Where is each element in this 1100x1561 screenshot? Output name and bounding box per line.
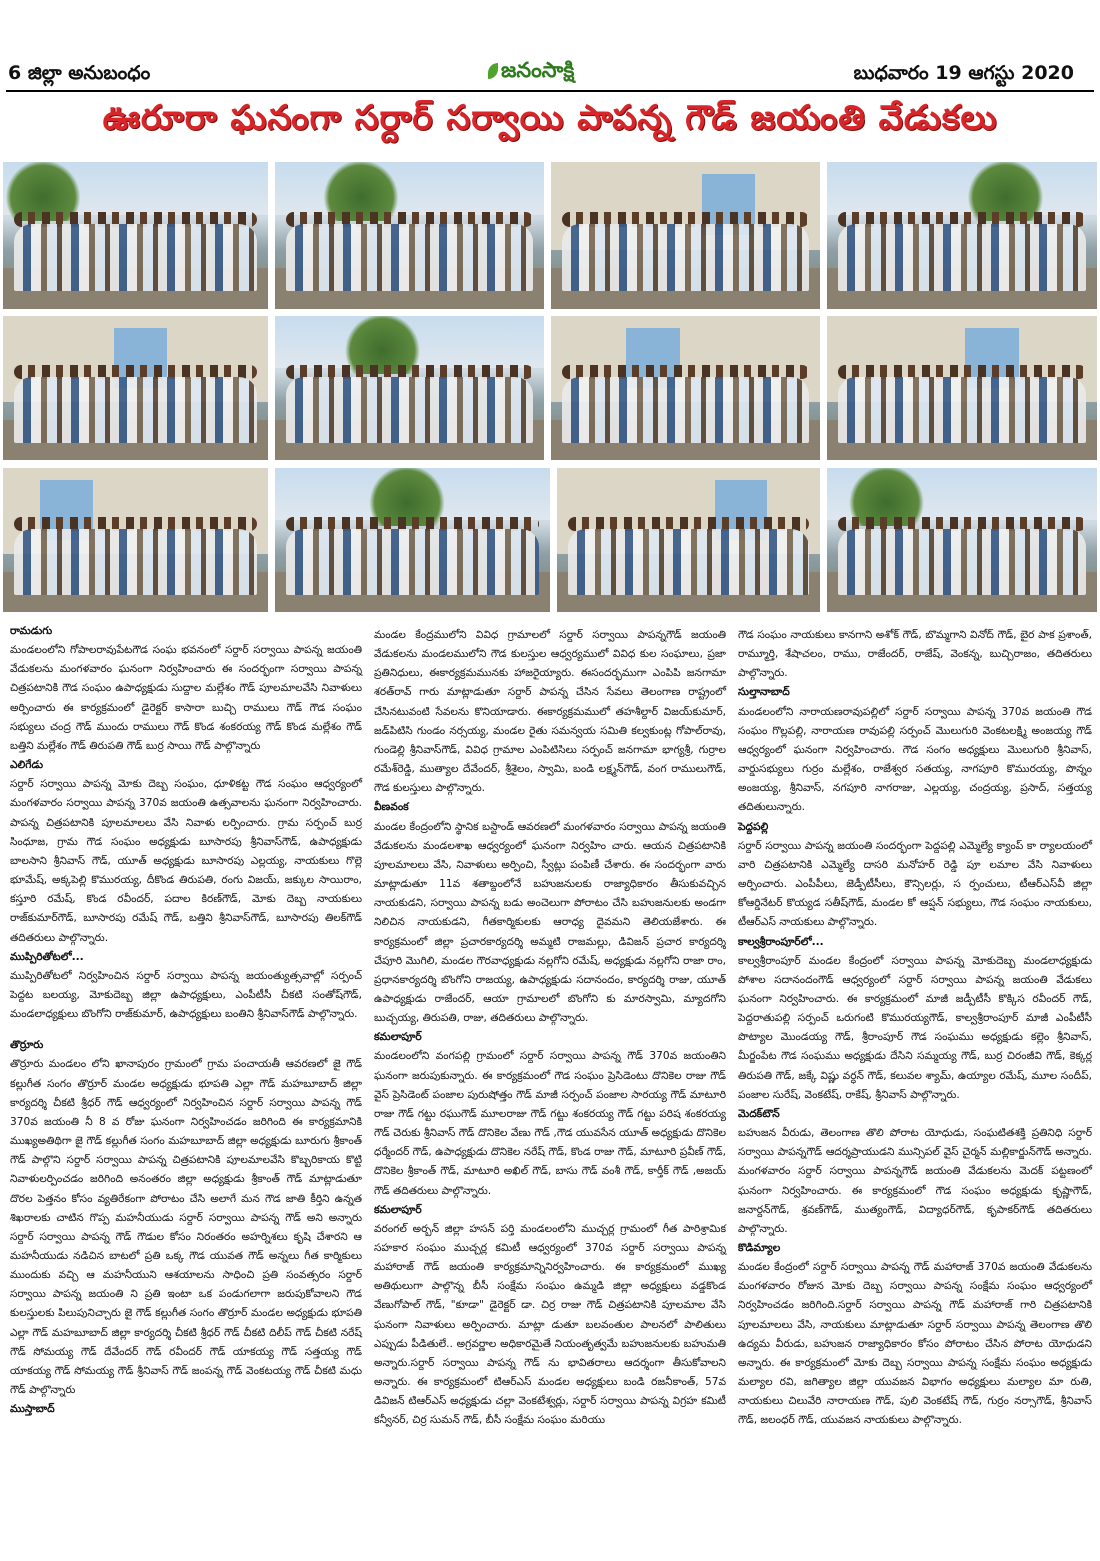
article-paragraph: మండలంలోని వంగపల్లి గ్రామంలో సర్దార్ సర్వాయి పాపన్న గౌడ్ 370వ జయంతిని ఘనంగా జరుపుకున్నారు. ఈ కార్యక్రమంలో గౌడ సంఘం ప్రెసిడెంటు దొనికెల రాజు గౌడ్ వైస్ ప్రెసిడెంట్ పంజాల పురుషోత్తం గౌడ్ మాజీ సర్పంచ్ పంజాల సారయ్య గౌడ్ మాటూరి రాజు గౌడ్ గట్టు రఘుగౌడ్ మూలరాజు గౌడ్ గట్టు శంకరయ్య గౌడ్ గట్టు పరిష శంకరయ్య గౌడ్ చెరుకు శ్రీనివాస్ గౌడ్ దొనికెల వేణు గౌడ్ ,గౌడ యువసేన యూత్ అధ్యక్షుడు దొనికెల ధర్మేందర్ గౌడ్, ఉపాధ్యక్షుడు దొనికెల నరేష్ గౌడ్, కొండ రాజు గౌడ్, మాటూరి ప్రవీణ్ గౌడ్, దొనికెల శ్రీకాంత్ గౌడ్, మాటూరి అఖిల్ గౌడ్, బాసు గౌడ్ వంశీ గౌడ్, కార్తీక్ గౌడ్ ,అజయ్ గౌడ్ తదితరులు పాల్గొన్నారు.	[374, 1050, 726, 1197]
newspaper-name: జనంసాక్షి	[501, 58, 575, 82]
header-divider	[6, 90, 1094, 92]
article-paragraph: గౌడ సంఘం నాయకులు కానగాని అశోక్ గౌడ్, బొమ్మగాని వినోద్ గౌడ్, బైర పాక ప్రశాంత్, రామ్మూర్తి, శేషాచలం, రాము, రాజేందర్, రాజేష్, వెంకన్న, బుచ్చిరాజం, తదితరులు పాల్గొన్నారు.	[738, 629, 1092, 680]
section-heading: కాల్వశ్రీరాంపూర్‌లో...	[738, 935, 824, 948]
news-photo	[557, 468, 820, 612]
news-photo	[551, 162, 820, 309]
news-photo	[3, 316, 268, 460]
section-heading: కమలాపూర్	[374, 1031, 422, 1044]
section-heading: సుల్తానాబాద్	[738, 686, 790, 699]
article-paragraph: మండల కేంద్రములోని వివిధ గ్రామాలలో సర్దార్ సర్వాయి పాపన్నగౌడ్ జయంతి వేడుకలను మండలములోని గౌడ కులస్తుల ఆధ్వర్యములో వివిధ కుల సంఘాలు, ప్రజా ప్రతినిధులు, ఈకార్యక్రమమునకు హాజరైయ్యారు. ఈసందర్భముగా ఎంపిపి జనగామా శరత్‌రావ్ గారు మాట్లాడుతూ సర్దార్ పాపన్న చేసిన సేవలు తెలంగాణ రాష్ట్రంలో చేసినటువంటి సేవలను కొనియాడారు. ఈకార్యక్రమములో తహశీల్దార్ విజయ్‌కుమార్, జడ్‌పిటిసి గుండం నర్సయ్య, మండల రైతు సమన్వయ సమితి కల్వకుంట్ల గోపాల్‌రావు, గుండెల్లి శ్రీనివాస్‌గౌడ్, వివిధ గ్రామాల ఎంపిటిసిలు సర్పంచ్ జనగామా భాగ్యశ్రీ, గుర్రాల రమేశ్‌రెడ్డి, ముత్యాల దేవేందర్, శ్రీశైలం, స్వామి, బండి లక్ష్మన్‌గౌడ్, వంగ రాములుగౌడ్, గౌడ కులస్తులు పాల్గొన్నారు.	[374, 629, 726, 795]
section-heading: కమలాపూర్	[374, 1203, 422, 1216]
section-heading: ముప్పిరితోటలో...	[10, 950, 84, 963]
section-heading: ఎలిగేడు	[10, 759, 43, 772]
article-paragraph: మండలంలోని నారాయణరావుపల్లిలో సర్దార్ సర్వాయి పాపన్న 370వ జయంతి గౌడ సంఘం గొల్లపల్లి, నారాయణ రావుపల్లి సర్పంచ్ మొలుగురి వెంకటలక్ష్మి అంజయ్య గౌడ్ ఆధ్వర్యంలో ఘనంగా నిర్వహించారు. గౌడ సంగం అధ్యక్షులు మొలుగురి శ్రీనివాస్, వార్డుసభ్యులు గుర్రం మల్లేశం, రాజేశ్వర సతయ్య, నాగపూరి కొమురయ్య, పొన్నం అంజయ్య, శ్రీనివాస్, నగపూరి నాగరాజు, ఎల్లయ్య, చంద్రయ్య, ప్రసాద్, సత్తయ్య తదితులున్నారు.	[738, 705, 1092, 814]
article-paragraph: ముప్పిరితోటలో నిర్వహించిన సర్దార్ సర్వాయి పాపన్న జయంత్యుత్సవాల్లో సర్పంచ్ పెద్దట బలయ్య, మోకుదెబ్బ జిల్లా ఉపాధ్యక్షులు, ఎంపీటీసీ చీకటి సంతోష్‌గౌడ్, మండలాధ్యక్షులు బొంగోని రాజ్‌కుమార్, ఉపాధ్యక్షులు బంతిని శ్రీనివాస్‌గౌడ్ పాల్గొన్నారు.	[10, 969, 362, 1021]
article-paragraph: తొర్రూరు మండలం లోని ఖానాపురం గ్రామంలో గ్రామ పంచాయతీ ఆవరణలో జై గౌడ్ కల్లుగీత సంగం తొర్రూర్ మండల అధ్యక్షుడు భూపతి ఎల్లా గౌడ్ మహబూబాద్ జిల్లా కార్యదర్శి చీకటి శ్రీధర్ గౌడ్ ఆధ్వర్యంలో నిర్వహించిన సర్దార్ సర్వాయి పాపన్న గౌడ్ 370వ జయంతి నీ 8 వ రోజు ఘనంగా నిర్వహించడం జరిగింది ఈ కార్యక్రమానికి ముఖ్యఅతిథిగా జై గౌడ్ కల్లుగీత సంగం మహబూబాద్ జిల్లా అధ్యక్షుడు బూరుగు శ్రీకాంత్ గౌడ్ పాల్గొని సర్దార్ సర్వాయి పాపన్న చిత్రపటానికి పూలమాలవేసి కొబ్బరికాయ కొట్టి నివాళులర్పించడం జరిగింది అనంతరం జిల్లా అధ్యక్షుడు శ్రీకాంత్ గౌడ్ మాట్లాడుతూ దొరల పెత్తనం కోసం వ్యతిరేకంగా పోరాటం చేసి అలాగే మన గౌడ జాతి కీర్తిని ఉన్నత శిఖరాలకు చాటిన గొప్ప మహనీయుడు సర్దార్ సర్వాయి పాపన్న గౌడ్ అని అన్నారు సర్దార్ సర్వాయి పాపన్న గౌడ్ గౌడుల కోసం నిరంతరం అహర్నిశలు కృషి చేశారని ఆ మహనీయుడు నడిచిన బాటలో ప్రతి ఒక్క గౌడ యువత గౌడ్ అన్నలు గీత కార్మికులు ముందుకు వచ్చి ఆ మహనీయుని ఆశయాలను సాధించి ప్రతి సంవత్సరం సర్దార్ సర్వాయి పాపన్న జయంతి ని ప్రతి ఇంటా ఒక పండుగలాగా జరుపుకోవాలని గౌడ కులస్తులకు పిలుపునిచ్చారు జై గౌడ్ కల్లుగీత సంగం తొర్రూర్ మండల అధ్యక్షుడు భూపతి ఎల్లా గౌడ్ మహబూబాద్ జిల్లా కార్యదర్శి చీకటి శ్రీధర్ గౌడ్ చీకటి దిలీప్ గౌడ్ చీకటి నరేష్ గౌడ్ సోమయ్య గౌడ్ దేవేందర్ గౌడ్ రవీందర్ గౌడ్ యాకయ్య గౌడ్ సత్తయ్య గౌడ్ యాకయ్య గౌడ్ సోమయ్య గౌడ్ శ్రీనివాస్ గౌడ్ జంపన్న గౌడ్ వెంకటయ్య గౌడ్ చీకటి మధు గౌడ్ పాల్గొన్నారు	[10, 1058, 362, 1397]
article-paragraph: సర్దార్ సర్వాయి పాపన్న మోకు దెబ్బ సంఘం, ధూళికట్ట గౌడ సంఘం ఆధ్వర్యంలో మంగళవారం సర్వాయి పాపన్న 370వ జయంతి ఉత్సవాలను ఘనంగా నిర్వహించారు. పాపన్న చిత్రపటానికి పూలమాలలు వేసి నివాళు లర్పించారు. గ్రామ సర్పంచ్ బుర్ర సింధూజ, గ్రామ గౌడ సంఘం అధ్యక్షుడు బూసారపు శ్రీనివాస్‌గౌడ్, ఉపాధ్యక్షుడు బాలసాని శ్రీనివాస్ గౌడ్, యూత్ అధ్యక్షుడు బూసారపు ఎల్లయ్య, నాయకులు గొల్లె భూమేష్, అక్కపెల్లి కొమురయ్య, దీకొండ తిరుపతి, రంగు విజయ్, జక్కుల సాయిరాం, కస్తూరి రమేష్, కొండ రవీందర్, పదాల కిరణ్‌గౌడ్, మోకు దెబ్బ నాయకులు రాజ్‌కుమార్‌గౌడ్, బూసారపు రమేష్ గౌడ్, బత్తిని శ్రీనివాస్‌గౌడ్, బూసారపు తిలక్‌గౌడ్ తదితరులు పాల్గొన్నారు.	[10, 778, 362, 944]
section-heading: తొర్రూరు	[10, 1039, 44, 1052]
article-paragraph: కాల్వశ్రీరాంపూర్ మండల కేంద్రంలో సర్వాయి పాపన్న మోకుదెబ్బ మండలాధ్యక్షుడు పోశాల సదానందంగౌడ్ ఆధ్వర్యంలో సర్దార్ సర్వాయి పాపన్న జయంతి వేడుకలు ఘనంగా నిర్వహించారు. ఈ కార్యక్రమంలో మాజీ జడ్పీటీసీ కొక్కిస రవీందర్ గౌడ్, పెద్దరాతుపల్లి సర్పంచ్ ఒరుగంటి కొమురయ్యగౌడ్, కాల్వశ్రీరాంపూర్ మాజీ ఎంపీటీసీ పొట్యాల మొండయ్య గౌడ్, శ్రీరాంపూర్ గౌడ సంఘము అధ్యక్షుడు కల్లెం శ్రీనివాస్, మీర్జంపేట గౌడ సంఘము అధ్యక్షుడు దేసిని సమ్మయ్య గౌడ్, బుర్ర చిరంజీవి గౌడ్, కెక్కర్ల తిరుపతి గౌడ్, జక్కే విష్ణు వర్ధన్ గౌడ్, కలువల శ్యామ్, ఉయ్యాల రమేష్, మూల సందీప్, పంజాల సురేష్, వెంకటేష్, రాకేష్, శ్రీనివాస్ పాల్గొన్నారు.	[738, 954, 1092, 1101]
news-photo	[3, 468, 268, 612]
section-heading: ముస్తాబాద్	[10, 1403, 55, 1416]
article-column-3	[738, 626, 1092, 1431]
news-photo	[827, 468, 1097, 612]
news-photo	[275, 162, 544, 309]
newspaper-logo	[488, 58, 574, 88]
article-paragraph: సర్దార్ సర్వాయి పాపన్న జయంతి సందర్భంగా పెద్దపల్లి ఎమ్మెల్యే క్యాంప్ కా ర్యాలయంలో వారి చిత్రపటానికి ఎమ్మెల్యే దాసరి మనోహర్ రెడ్డి పూ లమాల వేసి నివాళులు అర్పించారు. ఎంపీపీలు, జెడ్పీటీసీలు, కౌన్సిలర్లు, స ర్పంచులు, టీఆర్ఎస్‌వీ జిల్లా కోఆర్డినేటర్ కొయ్యడ సతీష్‌గౌడ్, మండల కో ఆప్షన్ సభ్యులు, గౌడ సంఘం నాయకులు, టీఆర్ఎస్ నాయకులు పాల్గొన్నారు.	[738, 839, 1092, 929]
section-heading: కొడిమ్యాల	[738, 1242, 781, 1254]
news-photo	[827, 316, 1097, 460]
section-heading: మెదక్‌టౌన్	[738, 1107, 780, 1120]
issue-date: బుధవారం 19 ఆగస్టు 2020	[853, 62, 1074, 84]
news-photo	[827, 162, 1097, 309]
page-header	[0, 0, 1100, 92]
news-photo	[275, 316, 544, 460]
news-photo	[3, 162, 268, 309]
article-paragraph: వరంగల్ అర్బన్ జిల్లా హసన్ పర్తి మండలంలోని ముచ్చర్ల గ్రామంలో గీత పారిశ్రామిక సహకార సంఘం ముచ్చర్ల కమిటీ ఆధ్వర్యంలో 370వ సర్దార్ సర్వాయి పాపన్న మహారాజ్ గౌడ్ జయంతి కార్యక్రమాన్నినిర్వహించారు. ఈ కార్యక్రమంలో ముఖ్య అతిథులుగా పాల్గొన్న బీసీ సంక్షేమ సంఘం ఉమ్మడి జిల్లా అధ్యక్షులు వడ్డకొండ వేణుగోపాల్ గౌడ్, "కూడా" డైరెక్టర్ డా. చిర్ర రాజు గౌడ్ చిత్రపటానికి పూలమాల వేసి ఘనంగా నివాళులు అర్పించారు. మాట్లా డుతూ బలవంతుల పాలనలో పాలితులు ఎప్పుడు పీడితులే.. అగ్రవర్ణాల అధికారమైతే నియంతృత్వమే బహుజనులకు బహుమతి అన్నారు.సర్దార్ సర్వాయి పాపన్న గౌడ్ ను భావితరాలు ఆదర్శంగా తీసుకోవాలని అన్నారు. ఈ కార్యక్రమంలో టిఆర్ఎస్ మండల అధ్యక్షులు బండి రజనీకాంత్, 57వ డివిజన్ టిఆర్ఎస్ అధ్యక్షుడు చల్లా వెంకటేశ్వర్లు, సర్దార్ సర్వాయి పాపన్న విగ్రహ కమిటీ కన్వీనర్, చిర్ర సుమన్ గౌడ్, బీసీ సంక్షేమ సంఘం మరియు	[374, 1222, 726, 1427]
article-column-2	[374, 626, 726, 1431]
article-column-1	[10, 622, 362, 1419]
column-spacer	[10, 1024, 362, 1036]
section-heading: పెద్దపల్లి	[738, 820, 769, 833]
page-label: 6 జిల్లా అనుబంధం	[8, 62, 151, 84]
article-paragraph: మండల కేంద్రంలో సర్దార్ సర్వాయి పాపన్న గౌడ్ మహారాజ్ 370వ జయంతి వేడుకలను మంగళవారం రోజున మోకు దెబ్బ సర్వాయి పాపన్న సంక్షేమ సంఘం ఆధ్వర్యంలో నిర్వహించడం జరిగింది.సర్దార్ సర్వాయి పాపన్న గౌడ్ మహారాజ్ గారి చిత్రపటానికి పూలమాలలు వేసి, నాయకులు మాట్లాడుతూ సర్దార్ సర్వాయి పాపన్న తెలంగాణ తొలి ఉద్యమ వీరుడు, బహుజన రాజ్యాధికారం కోసం పోరాటం చేసిన పోరాట యోధుడని అన్నారు. ఈ కార్యక్రమంలో మోకు దెబ్బ సర్వాయి పాపన్న సంక్షేమ సంఘం అధ్యక్షుడు మల్యాల రవి, జగిత్యాల జిల్లా యువజన విభాగం అధ్యక్షులు మల్యాల మా రుతి, నాయకులు చిలువేరి నారాయణ గౌడ్, పులి వెంకటేష్ గౌడ్, గుర్రం నర్సాగౌడ్, శ్రీనివాస్ గౌడ్, జలంధర్ గౌడ్, యువజన నాయకులు పాల్గొన్నారు.	[738, 1261, 1092, 1427]
news-photo	[275, 468, 550, 612]
section-heading: వీణవంక	[374, 801, 409, 814]
article-paragraph: బహుజన వీరుడు, తెలంగాణ తొలి పోరాట యోధుడు, సంఘటితశక్తి ప్రతినిధి సర్దార్ సర్వాయి పాపన్నగౌడ్ ఆదర్శప్రాయుడని మున్సిపల్ వైస్ చైర్మన్ మల్లికార్జున్‌గౌడ్ అన్నారు. మంగళవారం సర్దార్ సర్వాయి పాపన్నగౌడ్ జయంతి వేడుకలను మెదక్ పట్టణంలో ఘనంగా నిర్వహించారు. ఈ కార్యక్రమంలో గౌడ సంఘం అధ్యక్షుడు కృష్ణాగౌడ్, జనార్దన్‌గౌడ్, శ్రవణ్‌గౌడ్, ముత్యంగౌడ్, విద్యాధర్‌గౌడ్, కృపాకర్‌గౌడ్ తదితరులు పాల్గొన్నారు.	[738, 1127, 1092, 1235]
article-paragraph: మండలంలోని గోపాలరావుపేటగౌడ సంఘ భవనంలో సర్దార్ సర్వాయి పాపన్న జయంతి వేడుకలను మంగళవారం ఘనంగా నిర్వహించారు ఈ సందర్భంగా సర్వాయి పాపన్న చిత్రపటానికి గౌడ సంఘం ఉపాధ్యక్షుడు సుద్దాల మల్లేశం గౌడ్ పూలమాలవేసి నివాళులు అర్పించారు ఈ కార్యక్రమంలో డైరెక్టర్ కాసారా బుచ్చి రాములు గౌడ్ గౌడ సంఘం సభ్యులు చంద్ర గౌడ్ ముందు రాములు గౌడ్ కొండ శంకరయ్య గౌడ్ కొండ మల్లేశం గౌడ్ బత్తిని మల్లేశం గౌడ్ తిరుపతి గౌడ్ బుర్ర సాయి గౌడ్ పాల్గొన్నారు	[10, 644, 362, 752]
leaf-icon	[488, 63, 498, 79]
section-heading: రామడుగు	[10, 625, 53, 637]
news-photo	[551, 316, 820, 460]
article-paragraph: మండల కేంద్రంలోని స్థానిక బస్టాండ్ ఆవరణలో మంగళవారం సర్వాయి పాపన్న జయంతి వేడుకలను మండలశాఖ ఆధ్వర్యంలో ఘనంగా నిర్వహిం చారు. ఆయన చిత్రపటానికి పూలమాలలు వేసి, నివాళులు అర్పించి, స్వీట్లు పంపిణీ చేశారు. ఈ సందర్భంగా వారు మాట్లాడుతూ 11వ శతాబ్దంలోనే బహుజనులకు రాజ్యాధికారం తీసుకువచ్చిన నాయకుడని, సర్వాయి పాపన్న బడు అంచెలుగా పోరాటం చేసి బహుజనులకు అండగా నిలిచిన నాయకుడని, గీతకార్మికులకు ఆరాధ్య దైవమని తెలియజేశారు. ఈ కార్యక్రమంలో జిల్లా ప్రచారకార్యదర్శి అమ్మటి రాజమల్లు, డివిజన్ ప్రచార కార్యదర్శి చేపూరి మొగిలి, మండల గౌరవాధ్యక్షుడు నల్లగోని రమేష్, అధ్యక్షుడు నల్లగోని రాజా రాం, ప్రధానకార్యదర్శి బొంగోని రాజయ్య, ఉపాధ్యక్షుడు సదానందం, కార్యదర్శి రాజు, యూత్ ఉపాధ్యక్షుడు రాజేందర్, ఆయా గ్రామాలలో బొంగోని కు మారస్వామి, మ్యాదగోని బుచ్చయ్య, తిరుపతి, రాజు, తదితరులు పాల్గొన్నారు.	[374, 820, 726, 1025]
photo-grid	[0, 162, 1100, 614]
main-headline: ఊరూరా ఘనంగా సర్దార్ సర్వాయి పాపన్న గౌడ్ జయంతి వేడుకలు	[102, 98, 998, 138]
